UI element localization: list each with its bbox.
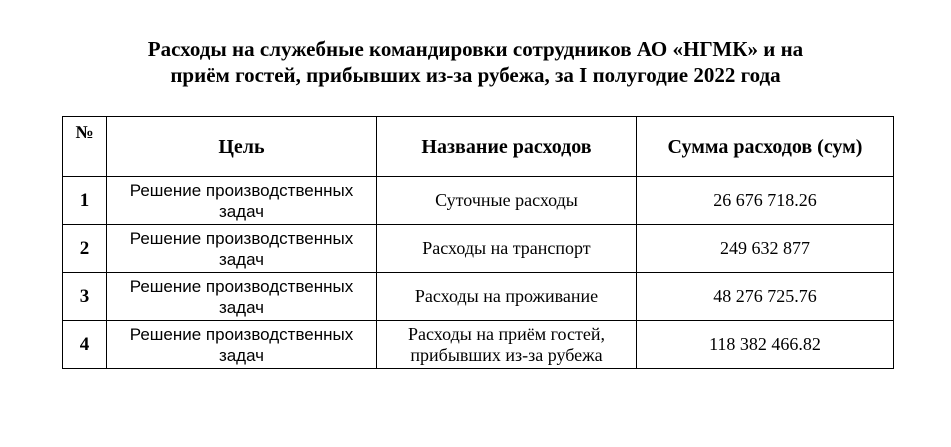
title-line-1: Расходы на служебные командировки сотрудников АО «НГМК» и на <box>147 37 804 61</box>
row-expense-name: Расходы на приём гостей, прибывших из-за рубежа <box>377 321 637 369</box>
row-expense-name: Расходы на проживание <box>377 273 637 321</box>
row-expense-sum: 249 632 877 <box>637 225 894 273</box>
table-row <box>63 225 894 273</box>
header-expense-name: Название расходов <box>377 117 637 177</box>
row-goal: Решение производственных задач <box>107 273 377 321</box>
row-expense-sum: 48 276 725.76 <box>637 273 894 321</box>
row-number: 2 <box>63 225 107 273</box>
title-line-2: приём гостей, прибывших из-за рубежа, за I полугодие 2022 года <box>170 63 781 87</box>
table-header-row <box>63 117 894 177</box>
table-row <box>63 273 894 321</box>
header-number: № <box>63 117 107 177</box>
table-row <box>63 321 894 369</box>
row-expense-sum: 118 382 466.82 <box>637 321 894 369</box>
row-goal: Решение производственных задач <box>107 321 377 369</box>
expenses-table <box>62 116 894 369</box>
header-expense-sum: Сумма расходов (сум) <box>637 117 894 177</box>
row-expense-name: Расходы на транспорт <box>377 225 637 273</box>
header-goal: Цель <box>107 117 377 177</box>
row-number: 4 <box>63 321 107 369</box>
row-number: 1 <box>63 177 107 225</box>
document-title <box>0 36 951 88</box>
table-row <box>63 177 894 225</box>
row-expense-name: Суточные расходы <box>377 177 637 225</box>
row-goal: Решение производственных задач <box>107 177 377 225</box>
row-number: 3 <box>63 273 107 321</box>
row-expense-sum: 26 676 718.26 <box>637 177 894 225</box>
row-goal: Решение производственных задач <box>107 225 377 273</box>
